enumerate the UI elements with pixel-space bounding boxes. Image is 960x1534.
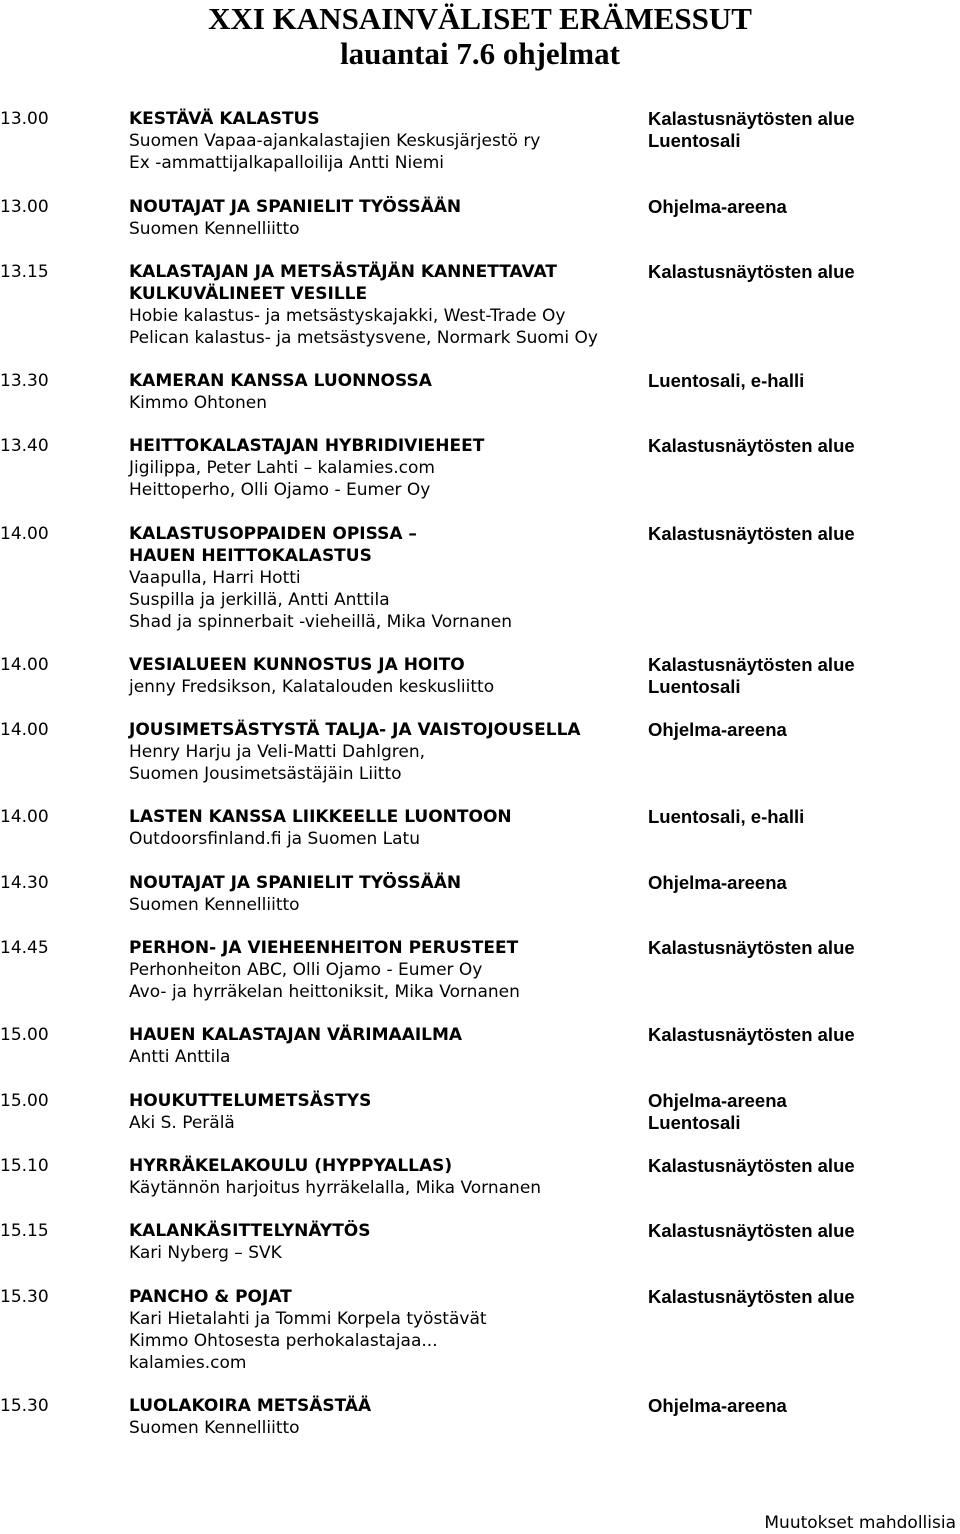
entry-time: 14.45 [0, 938, 49, 958]
entry-title: HYRRÄKELAKOULU (HYPPYALLAS) [129, 1156, 453, 1176]
entry-detail: Kimmo Ohtosesta perhokalastajaa... [129, 1331, 438, 1351]
page-title: XXI KANSAINVÄLISET ERÄMESSUT [208, 1, 752, 36]
entry-detail: Käytännön harjoitus hyrräkelalla, Mika Vornanen [129, 1178, 542, 1198]
entry-detail: jenny Fredsikson, Kalatalouden keskusliitto [129, 677, 495, 697]
entry-location: Luentosali [648, 676, 741, 697]
entry-detail: Suomen Kennelliitto [129, 1418, 300, 1438]
entry-time: 13.40 [0, 436, 49, 456]
entry-detail: Vaapulla, Harri Hotti [129, 568, 301, 588]
entry-detail: Kari Hietalahti ja Tommi Korpela työstävät [129, 1309, 487, 1329]
entry-detail: Kimmo Ohtonen [129, 393, 268, 413]
entry-time: 14.00 [0, 524, 49, 544]
entry-time: 15.10 [0, 1156, 49, 1176]
entry-title: VESIALUEEN KUNNOSTUS JA HOITO [129, 655, 465, 675]
entry-detail: Suomen Jousimetsästäjäin Liitto [129, 764, 402, 784]
entry-time: 15.30 [0, 1396, 49, 1416]
entry-detail: Heittoperho, Olli Ojamo - Eumer Oy [129, 480, 431, 500]
entry-time: 13.15 [0, 262, 49, 282]
entry-title-continued: KULKUVÄLINEET VESILLE [129, 284, 368, 304]
entry-location: Ohjelma-areena [648, 1090, 787, 1111]
entry-title: KAMERAN KANSSA LUONNOSSA [129, 371, 432, 391]
entry-time: 13.30 [0, 371, 49, 391]
entry-detail: Aki S. Perälä [129, 1113, 235, 1133]
entry-location: Kalastusnäytösten alue [648, 435, 855, 456]
entry-title: KALASTUSOPPAIDEN OPISSA – [129, 524, 417, 544]
entry-time: 15.30 [0, 1287, 49, 1307]
entry-title: KALANKÄSITTELYNÄYTÖS [129, 1221, 371, 1241]
entry-location: Kalastusnäytösten alue [648, 937, 855, 958]
entry-title: LASTEN KANSSA LIIKKEELLE LUONTOON [129, 807, 512, 827]
entry-time: 14.00 [0, 720, 49, 740]
entry-detail: Suspilla ja jerkillä, Antti Anttila [129, 590, 390, 610]
entry-time: 15.15 [0, 1221, 49, 1241]
entry-title: KESTÄVÄ KALASTUS [129, 109, 320, 129]
entry-time: 15.00 [0, 1091, 49, 1111]
entry-detail: Hobie kalastus- ja metsästyskajakki, West-Trade Oy [129, 306, 566, 326]
entry-time: 14.00 [0, 655, 49, 675]
entry-title: JOUSIMETSÄSTYSTÄ TALJA- JA VAISTOJOUSELLA [129, 720, 581, 740]
entry-title: PANCHO & POJAT [129, 1287, 292, 1307]
entry-location: Kalastusnäytösten alue [648, 261, 855, 282]
entry-time: 13.00 [0, 197, 49, 217]
entry-detail: Suomen Kennelliitto [129, 219, 300, 239]
entry-time: 15.00 [0, 1025, 49, 1045]
entry-detail: Suomen Vapaa-ajankalastajien Keskusjärjestö ry [129, 131, 541, 151]
entry-detail: Avo- ja hyrräkelan heittoniksit, Mika Vornanen [129, 982, 520, 1002]
entry-title: HEITTOKALASTAJAN HYBRIDIVIEHEET [129, 436, 485, 456]
entry-location: Kalastusnäytösten alue [648, 1220, 855, 1241]
entry-detail: Shad ja spinnerbait -vieheillä, Mika Vornanen [129, 612, 512, 632]
entry-time: 14.30 [0, 873, 49, 893]
entry-location: Luentosali, e-halli [648, 806, 805, 827]
entry-title-continued: HAUEN HEITTOKALASTUS [129, 546, 372, 566]
entry-location: Luentosali [648, 130, 741, 151]
entry-location: Kalastusnäytösten alue [648, 1155, 855, 1176]
entry-location: Kalastusnäytösten alue [648, 1024, 855, 1045]
entry-detail: Kari Nyberg – SVK [129, 1243, 282, 1263]
entry-title: NOUTAJAT JA SPANIELIT TYÖSSÄÄN [129, 197, 462, 217]
entry-detail: Jigilippa, Peter Lahti – kalamies.com [129, 458, 435, 478]
entry-time: 13.00 [0, 109, 49, 129]
footer-note: Muutokset mahdollisia [764, 1513, 956, 1533]
page-subtitle: lauantai 7.6 ohjelmat [340, 36, 620, 71]
entry-location: Ohjelma-areena [648, 872, 787, 893]
entry-detail: Outdoorsfinland.fi ja Suomen Latu [129, 829, 421, 849]
entry-location: Ohjelma-areena [648, 719, 787, 740]
entry-location: Luentosali [648, 1112, 741, 1133]
entry-detail: Ex -ammattijalkapalloilija Antti Niemi [129, 153, 444, 173]
entry-detail: kalamies.com [129, 1353, 247, 1373]
entry-detail: Pelican kalastus- ja metsästysvene, Normark Suomi Oy [129, 328, 598, 348]
entry-location: Kalastusnäytösten alue [648, 108, 855, 129]
entry-location: Luentosali, e-halli [648, 370, 805, 391]
entry-location: Kalastusnäytösten alue [648, 654, 855, 675]
entry-title: KALASTAJAN JA METSÄSTÄJÄN KANNETTAVAT [129, 262, 557, 282]
entry-location: Ohjelma-areena [648, 1395, 787, 1416]
entry-title: NOUTAJAT JA SPANIELIT TYÖSSÄÄN [129, 873, 462, 893]
entry-detail: Antti Anttila [129, 1047, 231, 1067]
entry-location: Kalastusnäytösten alue [648, 523, 855, 544]
entry-detail: Suomen Kennelliitto [129, 895, 300, 915]
entry-location: Ohjelma-areena [648, 196, 787, 217]
entry-title: HAUEN KALASTAJAN VÄRIMAAILMA [129, 1025, 463, 1045]
entry-title: PERHON- JA VIEHEENHEITON PERUSTEET [129, 938, 519, 958]
entry-time: 14.00 [0, 807, 49, 827]
entry-detail: Henry Harju ja Veli-Matti Dahlgren, [129, 742, 426, 762]
entry-detail: Perhonheiton ABC, Olli Ojamo - Eumer Oy [129, 960, 483, 980]
entry-title: LUOLAKOIRA METSÄSTÄÄ [129, 1396, 372, 1416]
entry-title: HOUKUTTELUMETSÄSTYS [129, 1091, 372, 1111]
entry-location: Kalastusnäytösten alue [648, 1286, 855, 1307]
